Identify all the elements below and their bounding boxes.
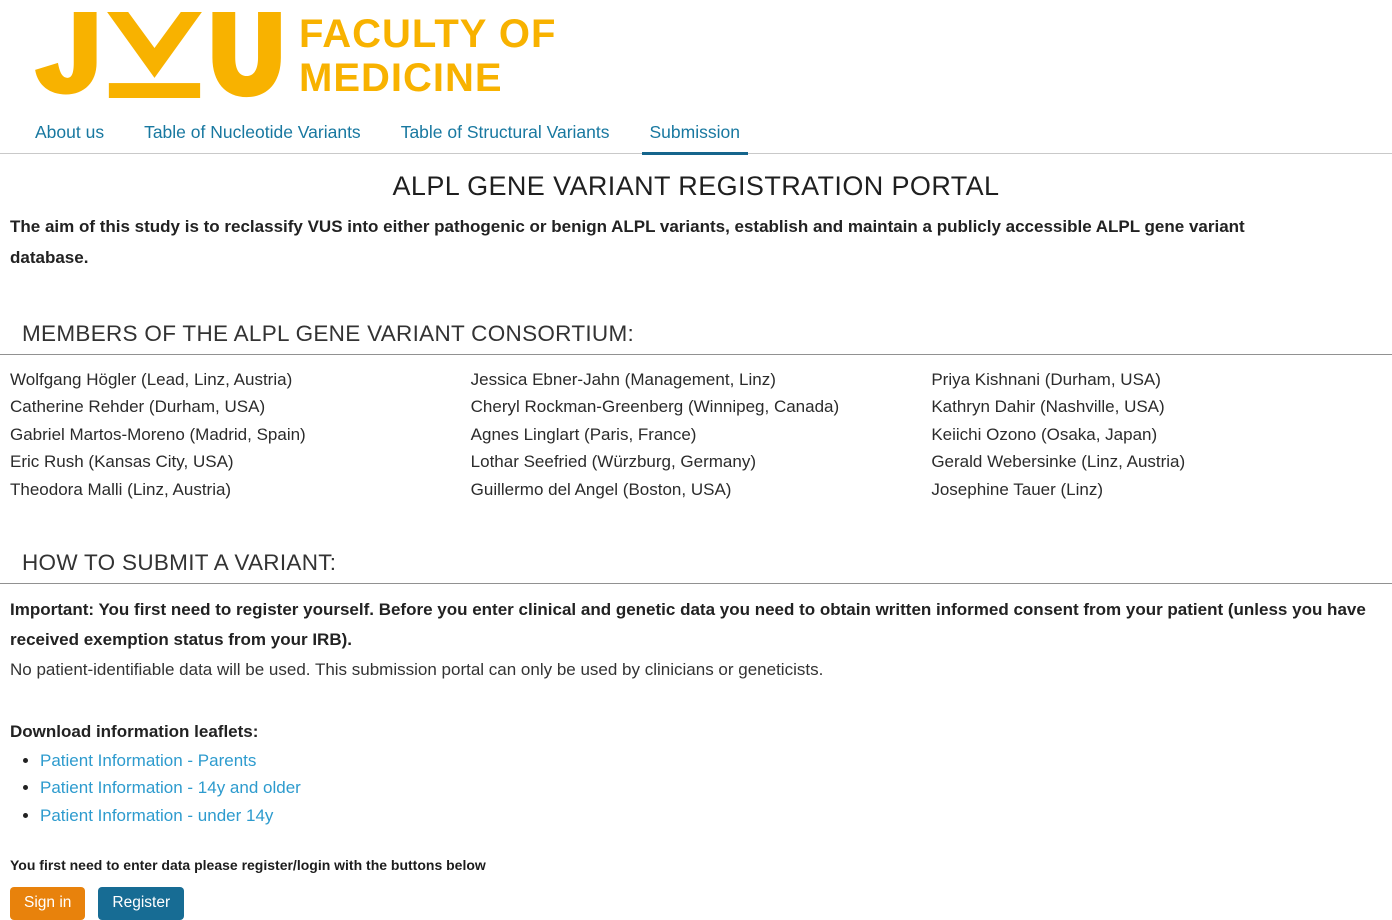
members-column-2 bbox=[471, 366, 932, 504]
member-name: Wolfgang Högler (Lead, Linz, Austria) bbox=[10, 369, 293, 389]
wordmark-line1: FACULTY OF bbox=[299, 12, 557, 56]
member-name: Lothar Seefried (Würzburg, Germany) bbox=[470, 452, 756, 472]
important-registration-note: Important: You first need to register yourself. Before you enter clinical and genetic data you need to obtain written informed consent from your patient (unless you have received exemption status from your IRB). bbox=[10, 600, 1366, 650]
nav-item-submission[interactable]: Submission bbox=[642, 122, 748, 155]
member-name: Catherine Rehder (Durham, USA) bbox=[10, 397, 266, 417]
how-to-submit-section bbox=[0, 550, 1392, 919]
members-column-1 bbox=[10, 366, 471, 504]
main-content bbox=[0, 171, 1392, 920]
member-name: Gabriel Martos-Moreno (Madrid, Spain) bbox=[10, 424, 306, 444]
usage-note: No patient-identifiable data will be used. This submission portal can only be used by clinicians or geneticists. bbox=[10, 659, 824, 679]
how-to-submit-heading: HOW TO SUBMIT A VARIANT: bbox=[0, 550, 1392, 584]
leaflet-link-under-14y[interactable]: Patient Information - under 14y bbox=[40, 805, 274, 825]
members-section bbox=[0, 321, 1392, 504]
faculty-of-medicine-wordmark bbox=[299, 12, 556, 100]
member-name: Guillermo del Angel (Boston, USA) bbox=[470, 479, 732, 499]
sign-in-button[interactable]: Sign in bbox=[10, 887, 85, 920]
member-name: Jessica Ebner-Jahn (Management, Linz) bbox=[470, 369, 776, 389]
nav-item-about-us[interactable]: About us bbox=[35, 122, 105, 142]
member-name: Kathryn Dahir (Nashville, USA) bbox=[931, 397, 1165, 417]
list-item bbox=[40, 778, 1392, 798]
register-button[interactable]: Register bbox=[98, 887, 184, 920]
study-aim-text: The aim of this study is to reclassify VUS into either pathogenic or benign ALPL variants, establish and maintain a publicly accessible ALPL gene variant database. bbox=[10, 217, 1245, 267]
nav-row bbox=[0, 122, 1392, 153]
nav-item-structural-variants[interactable]: Table of Structural Variants bbox=[400, 122, 610, 142]
member-name: Priya Kishnani (Durham, USA) bbox=[931, 369, 1161, 389]
member-name: Gerald Webersinke (Linz, Austria) bbox=[931, 452, 1186, 472]
member-name: Keiichi Ozono (Osaka, Japan) bbox=[931, 424, 1158, 444]
members-heading: MEMBERS OF THE ALPL GENE VARIANT CONSORTIUM: bbox=[0, 321, 1392, 355]
list-item bbox=[40, 806, 1392, 826]
jku-logo-mark bbox=[35, 12, 281, 98]
leaflet-links bbox=[22, 751, 1392, 826]
jku-logo[interactable] bbox=[0, 10, 1392, 100]
member-name: Josephine Tauer (Linz) bbox=[931, 479, 1104, 499]
page-title: ALPL GENE VARIANT REGISTRATION PORTAL bbox=[392, 171, 1000, 201]
member-name: Agnes Linglart (Paris, France) bbox=[470, 424, 697, 444]
site-header bbox=[0, 0, 1392, 154]
member-name: Cheryl Rockman-Greenberg (Winnipeg, Canada) bbox=[470, 397, 840, 417]
members-list bbox=[0, 355, 1392, 504]
members-column-3 bbox=[931, 366, 1392, 504]
nav-item-nucleotide-variants[interactable]: Table of Nucleotide Variants bbox=[144, 122, 361, 142]
wordmark-line2: MEDICINE bbox=[299, 56, 503, 100]
register-login-prompt: You first need to enter data please register/login with the buttons below bbox=[10, 856, 486, 873]
list-item bbox=[40, 751, 1392, 771]
main-nav bbox=[0, 122, 1392, 154]
leaflets-heading: Download information leaflets: bbox=[10, 721, 259, 741]
leaflet-link-parents[interactable]: Patient Information - Parents bbox=[40, 750, 257, 770]
member-name: Theodora Malli (Linz, Austria) bbox=[10, 479, 232, 499]
auth-buttons bbox=[10, 887, 1392, 920]
leaflet-link-14y-and-older[interactable]: Patient Information - 14y and older bbox=[40, 778, 301, 798]
member-name: Eric Rush (Kansas City, USA) bbox=[10, 452, 234, 472]
